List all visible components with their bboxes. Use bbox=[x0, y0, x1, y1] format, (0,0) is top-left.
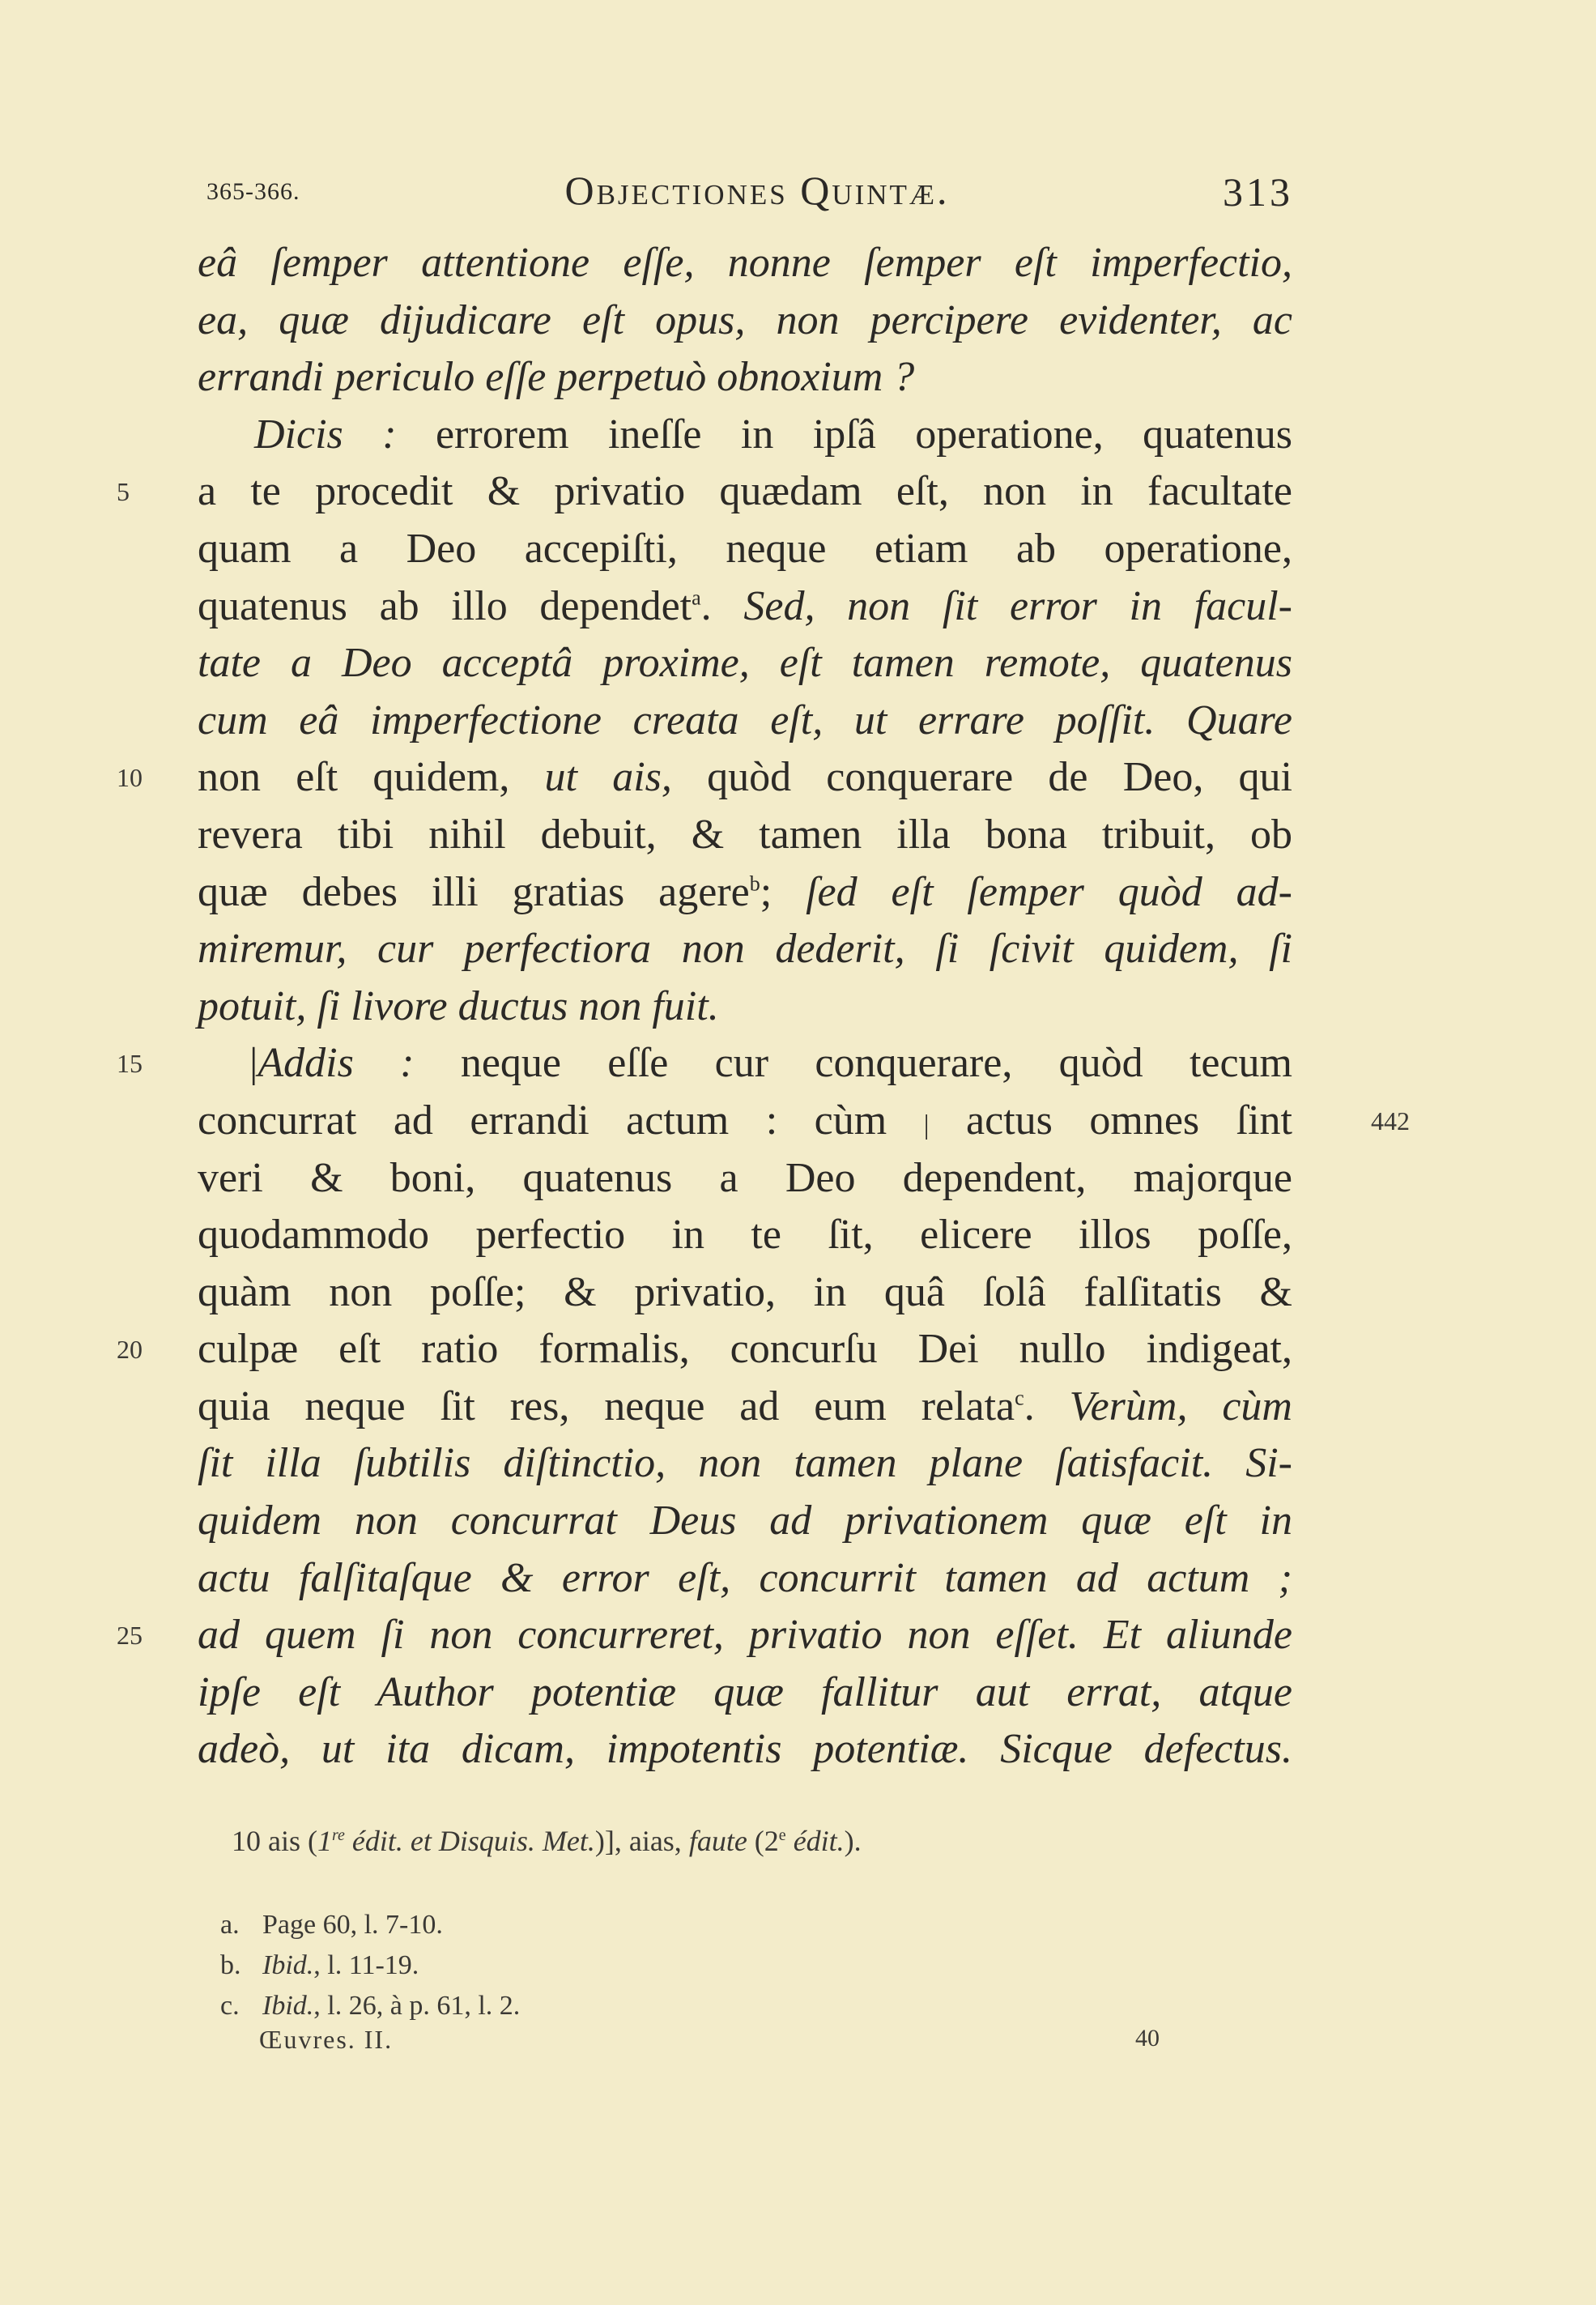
text-line: tate a Deo acceptâ proxime, eſt tamen remote, quatenus bbox=[198, 640, 1292, 687]
running-header bbox=[206, 167, 1293, 215]
variant-text: faute bbox=[688, 1825, 747, 1857]
footnote-text: Page 60, l. 7-10. bbox=[262, 1910, 443, 1940]
text-line: veri & boni, quatenus a Deo dependent, majorque bbox=[198, 1154, 1292, 1201]
text-run: . bbox=[700, 582, 744, 629]
text-line: cum eâ imperfectione creata eſt, ut errare poſſit. Quare bbox=[198, 697, 1292, 743]
text-run: Sed, non ſit error in facul- bbox=[743, 582, 1292, 629]
text-line bbox=[117, 1607, 1292, 1664]
text-run: quæ debes illi gratias agere bbox=[198, 868, 750, 915]
text-line bbox=[198, 407, 1292, 464]
text-line: adeò, ut ita dicam, impotentis potentiæ. Sicque defectus. bbox=[198, 1726, 1292, 1773]
edition-page-ref: 442 bbox=[1371, 1106, 1410, 1135]
volume-label: Œuvres. II. bbox=[259, 2025, 394, 2054]
text-line: quàm non poſſe; & privatio, in quâ ſolâ falſitatis & bbox=[198, 1268, 1292, 1315]
variant-text: 1 bbox=[317, 1825, 332, 1857]
text-run: actus omnes ſint bbox=[929, 1097, 1293, 1144]
text-run: quia neque ſit res, neque ad eum relata bbox=[198, 1383, 1015, 1429]
text-line: ea, quæ dijudicare eſt opus, non percipere evidenter, ac bbox=[198, 296, 1292, 343]
text-line: potuit, ſi livore ductus non fuit. bbox=[198, 982, 719, 1029]
footnote-text: , l. 26, à p. 61, l. 2. bbox=[313, 1991, 521, 2021]
text-run: Dicis : bbox=[254, 411, 397, 458]
text-line bbox=[117, 749, 1292, 807]
text-line: errandi periculo eſſe perpetuò obnoxium ? bbox=[198, 354, 915, 401]
variant-text: ). bbox=[844, 1825, 862, 1857]
variant-text: ais ( bbox=[268, 1825, 317, 1857]
text-run: ; bbox=[760, 868, 807, 915]
variant-text: (2 bbox=[747, 1825, 779, 1857]
variant-text: édit. bbox=[785, 1825, 845, 1857]
text-run: Addis : bbox=[257, 1040, 415, 1087]
text-line bbox=[198, 1378, 1292, 1436]
text-run: ut ais, bbox=[544, 754, 672, 801]
text-line: eâ ſemper attentione eſſe, nonne ſemper eſt imperfectio, bbox=[198, 240, 1292, 286]
footnote-mark: b. bbox=[220, 1950, 241, 1980]
footnote-ref: a bbox=[692, 586, 701, 610]
footnotes bbox=[220, 1905, 520, 2026]
variant-line-number: 10 bbox=[232, 1825, 261, 1857]
text-line bbox=[117, 1035, 1292, 1093]
running-title: Objectiones Quintæ. bbox=[564, 168, 950, 213]
footnote-ref: b bbox=[749, 871, 760, 896]
line-number: 15 bbox=[117, 1049, 143, 1079]
text-line: revera tibi nihil debuit, & tamen illa bona tribuit, ob bbox=[198, 811, 1292, 858]
text-run: neque eſſe cur conquerare, quòd tecum bbox=[414, 1040, 1292, 1087]
variant-text: )], aias, bbox=[594, 1825, 689, 1857]
footnote-ref: c bbox=[1015, 1386, 1024, 1410]
footnote bbox=[220, 1905, 520, 1945]
page-number: 313 bbox=[1223, 169, 1293, 215]
column-break-mark: | bbox=[249, 1040, 258, 1087]
footnote bbox=[220, 1945, 520, 1986]
variant-text: re bbox=[331, 1826, 345, 1844]
text-line bbox=[117, 463, 1292, 521]
text-line: ſit illa ſubtilis diſtinctio, non tamen plane ſatisfacit. Si- bbox=[198, 1440, 1292, 1487]
text-run: errorem ineſſe in ipſâ operatione, quatenus bbox=[396, 411, 1292, 458]
footnote-ibid: Ibid. bbox=[262, 1950, 314, 1980]
text-line bbox=[198, 1093, 1410, 1150]
text-line: quidem non concurrat Deus ad privationem quæ eſt in bbox=[198, 1498, 1292, 1544]
text-run: concurrat ad errandi actum : cùm bbox=[198, 1097, 924, 1144]
text-line: quam a Deo accepiſti, neque etiam ab operatione, bbox=[198, 525, 1292, 572]
variant-text: édit. et Disquis. Met. bbox=[344, 1825, 595, 1857]
variant-reading bbox=[232, 1824, 862, 1858]
line-number: 20 bbox=[117, 1335, 143, 1365]
footnote-ibid: Ibid. bbox=[262, 1991, 314, 2021]
text-run: . bbox=[1024, 1383, 1070, 1429]
text-line: quodammodo perfectio in te ſit, elicere illos poſſe, bbox=[198, 1212, 1292, 1259]
text-run: non eſt quidem, bbox=[198, 754, 545, 801]
text-line bbox=[198, 578, 1292, 636]
text-line: ipſe eſt Author potentiæ quæ fallitur aut errat, atque bbox=[198, 1668, 1292, 1715]
text-run: ad quem ſi non concurreret, privatio non eſſet. Et aliunde bbox=[198, 1612, 1292, 1659]
variant-text: e bbox=[778, 1826, 786, 1844]
text-run: ſed eſt ſemper quòd ad- bbox=[806, 868, 1292, 915]
signature-mark: 40 bbox=[1135, 2025, 1160, 2051]
text-run: a te procedit & privatio quædam eſt, non in facultate bbox=[198, 468, 1292, 515]
footnote-mark: c. bbox=[220, 1991, 240, 2021]
footnote-text: , l. 11-19. bbox=[313, 1950, 419, 1980]
text-run: quatenus ab illo dependet bbox=[198, 582, 692, 629]
text-line bbox=[198, 864, 1292, 922]
text-line bbox=[117, 1321, 1292, 1378]
text-run: quòd conquerare de Deo, qui bbox=[671, 754, 1292, 801]
footnote-mark: a. bbox=[220, 1910, 240, 1940]
text-run: culpæ eſt ratio formalis, concurſu Dei nullo indigeat, bbox=[198, 1326, 1292, 1373]
text-line: actu falſitaſque & error eſt, concurrit tamen ad actum ; bbox=[198, 1554, 1292, 1601]
footnote bbox=[220, 1986, 520, 2026]
text-run: Verùm, cùm bbox=[1069, 1383, 1292, 1429]
line-number: 25 bbox=[117, 1621, 143, 1651]
page-range: 365-366. bbox=[206, 178, 300, 205]
text-line: miremur, cur perfectiora non dederit, ſi ſcivit quidem, ſi bbox=[198, 926, 1292, 973]
main-text bbox=[117, 235, 1410, 1779]
line-number: 5 bbox=[117, 477, 130, 507]
column-break-mark: | bbox=[923, 1110, 930, 1140]
line-number: 10 bbox=[117, 763, 143, 793]
